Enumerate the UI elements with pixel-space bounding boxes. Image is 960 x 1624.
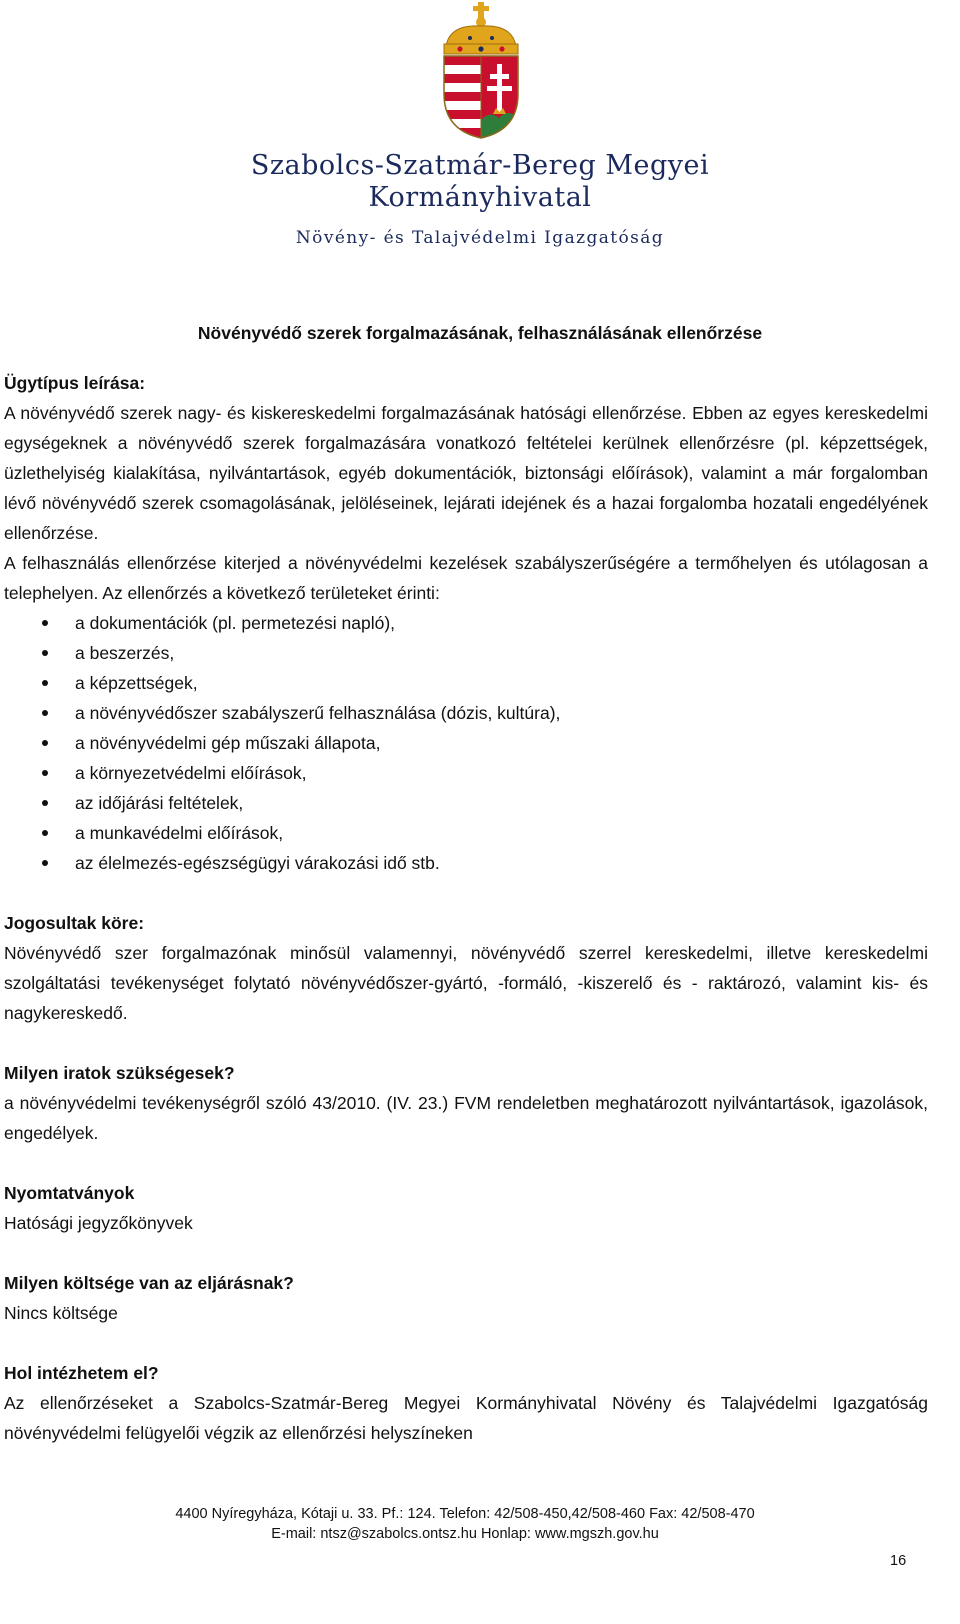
directorate-name: Növény- és Talajvédelmi Igazgatóság (295, 228, 665, 248)
list-item: az élelmezés-egészségügyi várakozási idő stb. (4, 848, 928, 878)
section-heading-forms: Nyomtatványok (4, 1183, 135, 1203)
list-item: az időjárási feltételek, (4, 788, 928, 818)
bullet-icon (42, 860, 48, 866)
list-item: a környezetvédelmi előírások, (4, 758, 928, 788)
list-item: a dokumentációk (pl. permetezési napló), (4, 608, 928, 638)
forms-text: Hatósági jegyzőkönyvek (4, 1213, 193, 1233)
bullet-icon (42, 620, 48, 626)
section-heading-cost: Milyen költsége van az eljárásnak? (4, 1273, 294, 1293)
eligible-text: Növényvédő szer forgalmazónak minősül valamennyi, növényvédő szerrel kereskedelmi, illetve kereskedelmi szolgáltatási tevékenységet folytató növényvédőszer-gyártó, -formáló, -kiszerelő és - raktározó, valamint kis- és nagykereskedő. (4, 943, 928, 1023)
document-title: Növényvédő szerek forgalmazásának, felhasználásának ellenőrzése (197, 323, 763, 343)
page-number: 16 (890, 1553, 907, 1569)
section-heading-case-type: Ügytípus leírása: (4, 373, 146, 393)
list-item: a beszerzés, (4, 638, 928, 668)
where-text: Az ellenőrzéseket a Szabolcs-Szatmár-Bereg Megyei Kormányhivatal Növény és Talajvédelmi Igazgatóság növényvédelmi felügyelői végzik az ellenőrzési helyszíneken (4, 1393, 928, 1443)
list-item: a növényvédelmi gép műszaki állapota, (4, 728, 928, 758)
section-heading-where: Hol intézhetem el? (4, 1363, 159, 1383)
agency-name-line1: Szabolcs-Szatmár-Bereg Megyei (250, 150, 710, 181)
agency-name-line2: Kormányhivatal (368, 182, 592, 213)
section-heading-eligible: Jogosultak köre: (4, 913, 145, 933)
documents-text: a növényvédelmi tevékenységről szóló 43/2010. (IV. 23.) FVM rendeletben meghatározott nyilvántartások, igazolások, engedélyek. (4, 1093, 928, 1143)
section-heading-documents: Milyen iratok szükségesek? (4, 1063, 235, 1083)
footer-address: 4400 Nyíregyháza, Kótaji u. 33. Pf.: 124. Telefon: 42/508-450,42/508-460 Fax: 42/508-470 (175, 1506, 755, 1522)
bullet-icon (42, 770, 48, 776)
bullet-icon (42, 800, 48, 806)
list-item: a munkavédelmi előírások, (4, 818, 928, 848)
bullet-icon (42, 680, 48, 686)
bullet-icon (42, 650, 48, 656)
hungarian-coat-of-arms-icon (440, 2, 522, 140)
bullet-icon (42, 740, 48, 746)
bullet-icon (42, 710, 48, 716)
case-type-paragraph-1: A növényvédő szerek nagy- és kiskereskedelmi forgalmazásának hatósági ellenőrzése. Ebben az egyes kereskedelmi egységeknek a növényvédő szerek forgalmazására vonatkozó feltételei kerülnek ellenőrzésre (pl. képzettségek, üzlethelyiség kialakítása, nyilvántartások, egyéb dokumentációk, biztonsági előírások), valamint a már forgalomban lévő növényvédő szerek csomagolásának, jelöléseinek, lejárati idejének és a hazai forgalomba hozatali engedélyének ellenőrzése. (4, 403, 928, 543)
case-type-paragraph-2: A felhasználás ellenőrzése kiterjed a növényvédelmi kezelések szabályszerűségére a termőhelyen és utólagosan a telephelyen. Az ellenőrzés a következő területeket érinti: (4, 553, 928, 603)
list-item: a képzettségek, (4, 668, 928, 698)
cost-text: Nincs költsége (4, 1303, 118, 1323)
document-body (4, 368, 928, 1448)
list-item: a növényvédőszer szabályszerű felhasználása (dózis, kultúra), (4, 698, 928, 728)
inspection-areas-list (4, 608, 928, 878)
bullet-icon (42, 830, 48, 836)
footer-contact: E-mail: ntsz@szabolcs.ontsz.hu Honlap: www.mgszh.gov.hu (271, 1526, 659, 1542)
